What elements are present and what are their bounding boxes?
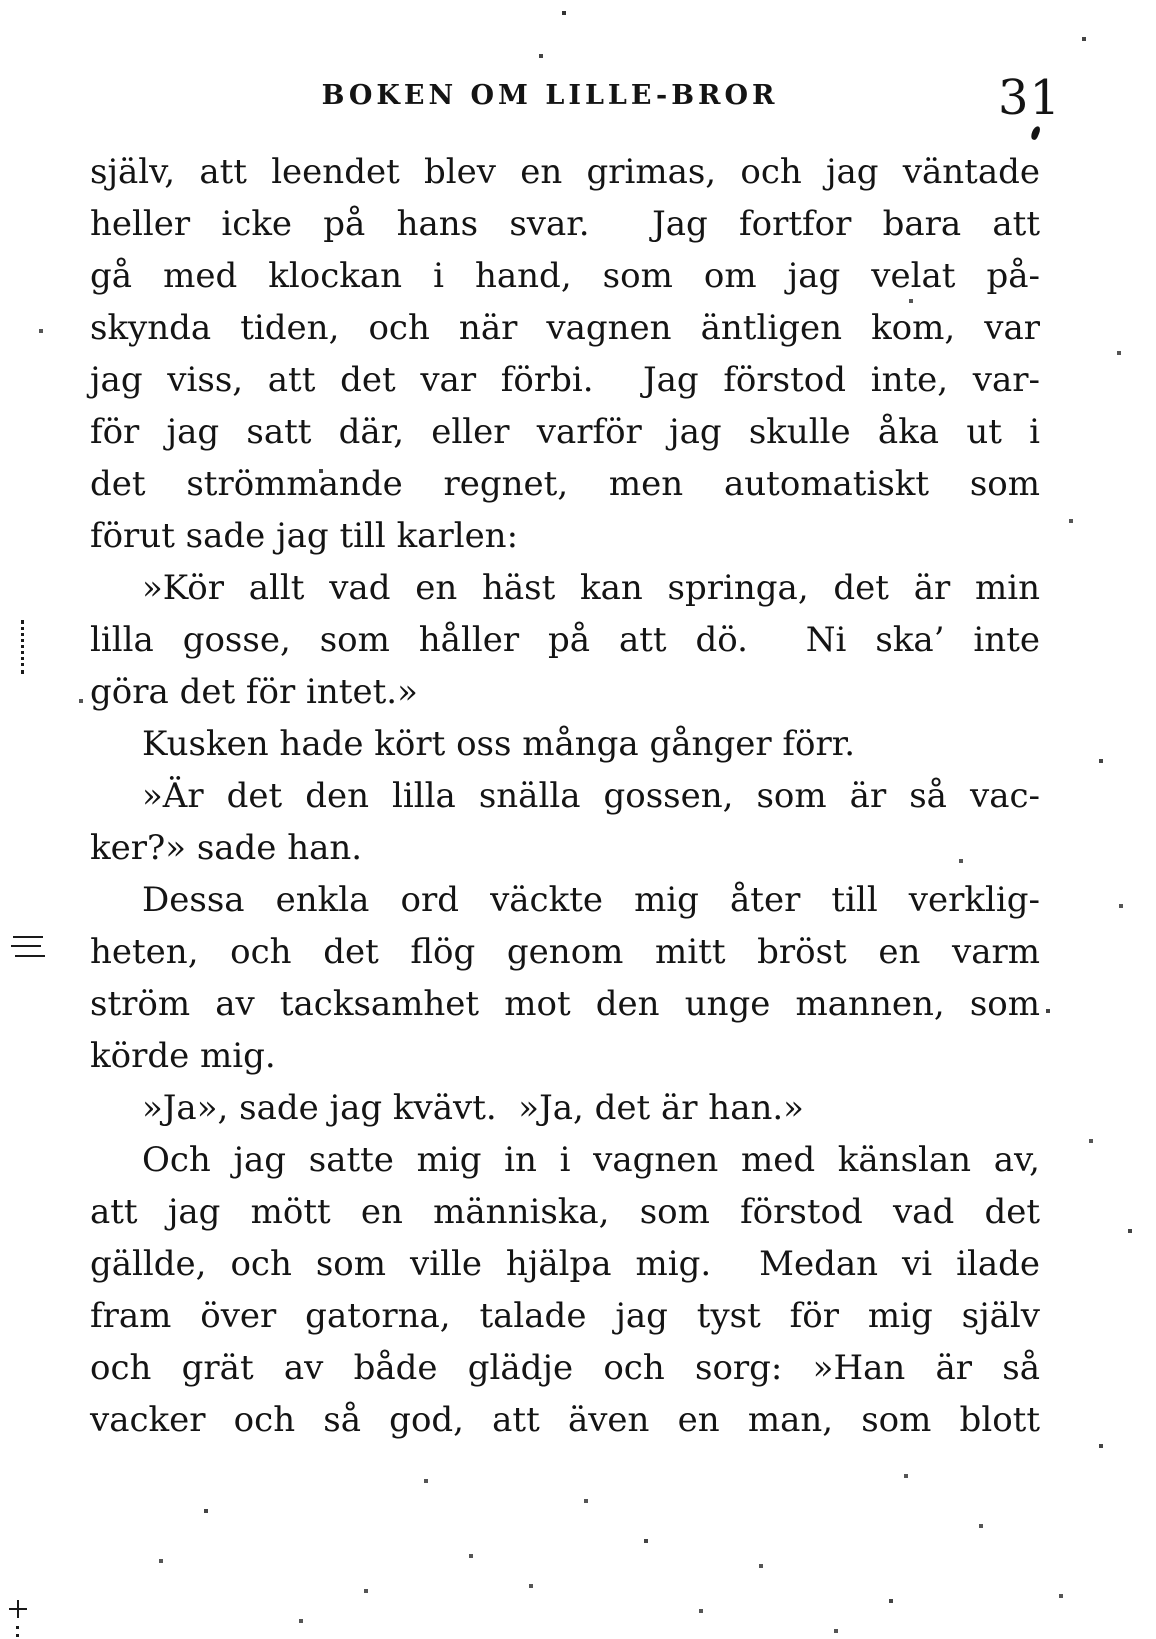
scan-noise-speckles — [0, 0, 2, 2]
text-line: Och jag satte mig in i vagnen med känslan av, — [142, 1140, 1040, 1180]
text-line: »Är det den lilla snälla gossen, som är så vac- — [142, 776, 1040, 816]
text-line: för jag satt där, eller varför jag skulle åka ut i — [90, 412, 1040, 452]
text-line: heten, och det flög genom mitt bröst en varm — [90, 932, 1040, 972]
margin-dotted-line-mark — [21, 620, 24, 674]
text-line: gå med klockan i hand, som om jag velat på- — [90, 256, 1040, 296]
page-number: 31 — [998, 70, 1062, 126]
text-line: gällde, och som ville hjälpa mig. Medan vi ilade — [90, 1244, 1040, 1284]
text-line: Kusken hade kört oss många gånger förr. — [142, 724, 856, 764]
running-title: BOKEN OM LILLE-BROR — [321, 80, 779, 111]
text-line: »Kör allt vad en häst kan springa, det är min — [142, 568, 1040, 608]
text-line: själv, att leendet blev en grimas, och jag väntade — [90, 152, 1040, 192]
text-line: körde mig. — [90, 1036, 276, 1076]
margin-plus-mark — [9, 1600, 27, 1618]
margin-plus-dots-mark — [16, 1626, 19, 1629]
text-line: förut sade jag till karlen: — [90, 516, 519, 556]
text-line: ström av tacksamhet mot den unge mannen, som — [90, 984, 1040, 1024]
text-line: vacker och så god, att även en man, som blott — [90, 1400, 1040, 1440]
text-line: det strömmande regnet, men automatiskt som — [90, 464, 1040, 504]
text-line: att jag mött en människa, som förstod vad det — [90, 1192, 1040, 1232]
text-line: »Ja», sade jag kvävt. »Ja, det är han.» — [142, 1088, 804, 1128]
text-line: och grät av både glädje och sorg: »Han är så — [90, 1348, 1040, 1388]
body-text — [90, 146, 1040, 1446]
margin-triple-lines-mark — [13, 936, 43, 938]
text-line: ker?» sade han. — [90, 828, 363, 868]
text-line: göra det för intet.» — [90, 672, 418, 712]
text-line: heller icke på hans svar. Jag fortfor bara att — [90, 204, 1040, 244]
text-line: skynda tiden, och när vagnen äntligen kom, var — [90, 308, 1040, 348]
text-line: lilla gosse, som håller på att dö. Ni ska’ inte — [90, 620, 1040, 660]
apostrophe-ink-mark — [1029, 126, 1041, 141]
text-line: fram över gatorna, talade jag tyst för mig själv — [90, 1296, 1040, 1336]
text-line: Dessa enkla ord väckte mig åter till verklig- — [142, 880, 1040, 920]
text-line: jag viss, att det var förbi. Jag förstod inte, var- — [90, 360, 1040, 400]
